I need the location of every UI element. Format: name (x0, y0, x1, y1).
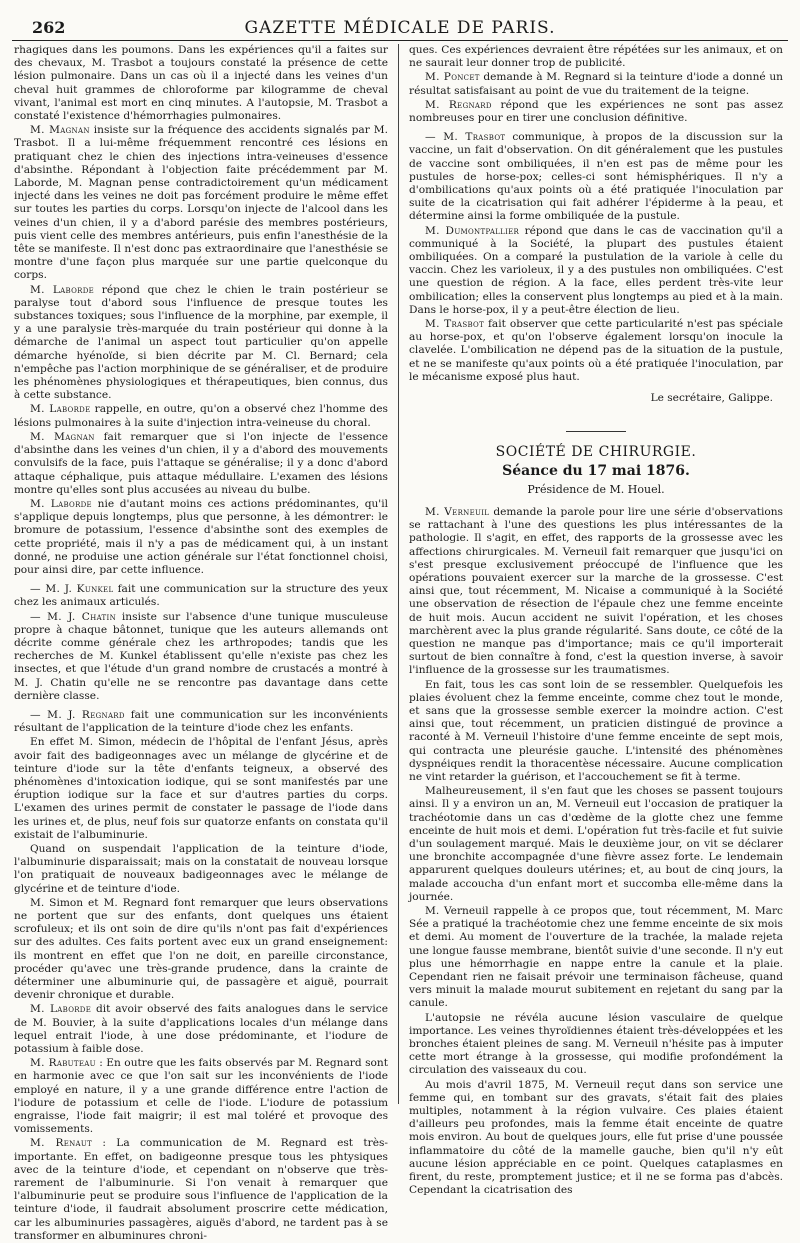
speaker-name: — M. Trasbot (425, 131, 506, 144)
speaker-name: M. Regnard (425, 98, 492, 111)
paragraph-text: répond que dans le cas de vaccination qu'il a communiqué à la Société, la plupart des pustules étaient ombiliquées. On a comparé la pustulation de la variole à celle du vaccin. Chez les varioleux, il y a des pustules non ombiliquées. C'est une question de région. A la face, elles perdent très-vite leur ombilication; elles la conservent plus longtemps au pied et à la main. Dans le horse-pox, il y a peut-être élection de lieu. (409, 224, 783, 316)
paragraph (14, 583, 388, 609)
paragraph (14, 431, 388, 497)
paragraph (409, 318, 783, 384)
paragraph (14, 897, 388, 1003)
speaker-name: — M. J. Regnard (30, 708, 125, 721)
speaker-name: M. Dumontpallier (425, 224, 520, 237)
page-header (12, 10, 788, 41)
paragraph (14, 843, 388, 896)
paragraph-text: fait une communication sur la structure des yeux chez les animaux articulés. (14, 583, 388, 609)
paragraph (409, 1012, 783, 1078)
paragraph (409, 785, 783, 904)
paragraph-text: Au mois d'avril 1875, M. Verneuil reçut dans son service une femme qui, en tombant sur des gravats, s'était fait des plaies multiples, notamment à la région vulvaire. Ces plaies étaient d'ailleurs peu profondes, mais la femme était enceinte de quatre mois environ. Au bout de quelques jours, elle fut prise d'une poussée inflammatoire du côté de la mamelle gauche, bien qu'il n'y eût aucune lésion appréciable en ce point. Quelques cataplasmes en firent, du reste, promptement justice; et il ne se forma pas d'abcès. Cependant la cicatrisation des (409, 1078, 783, 1197)
section-title: SOCIÉTÉ DE CHIRURGIE. (495, 444, 697, 461)
paragraph-text: répond que chez le chien le train postérieur se paralyse tout d'abord sous l'influence de presque toutes les substances toxiques; sous l'influence de la morphine, par exemple, il y a une paralysie très-marquée du train postérieur qui donne à la démarche de l'animal un aspect tout particulier qu'on appelle démarche hyénoïde, si bien décrite par M. Cl. Bernard; cela n'empêche pas l'action morphinique de se généraliser, et de produire les phénomènes physiologiques et thérapeutiques, bien connus, dus à cette substance. (14, 283, 388, 402)
paragraph-text: rappelle, en outre, qu'on a observé chez l'homme des lésions pulmonaires à la suite d'injection intra-veineuse du choral. (14, 403, 388, 429)
paragraph-text: M. Verneuil rappelle à ce propos que, tout récemment, M. Marc Sée a pratiqué la trachéotomie chez une femme enceinte de six mois et demi. Au moment de l'ouverture de la trachée, la malade rejeta une longue fausse membrane, bientôt suivie d'une seconde. Il n'y eut plus une hémorrhagie en nappe entre la canule et la plaie. Cependant rien ne faisait prévoir une terminaison fâcheuse, quand vers minuit la malade mourut subitement en rejetant du sang par la canule. (409, 904, 783, 1010)
paragraph-text: L'autopsie ne révéla aucune lésion vasculaire de quelque importance. Les veines thyroïdiennes étaient très-développées et les bronches étaient pleines de sang. M. Verneuil n'hésite pas à imputer cette mort étrange à la grossesse, qui modifie profondément la circulation des vaisseaux du cou. (409, 1011, 783, 1077)
right-column-part-1 (409, 44, 783, 384)
paragraph-text: Quand on suspendait l'application de la teinture d'iode, l'albuminurie disparaissait; mais on la constatait de nouveau lorsque l'on pratiquait de nouveaux badigeonnages avec le mélange de glycérine et de teinture d'iode. (14, 842, 388, 895)
page-number: 262 (32, 18, 66, 37)
speaker-name: M. Magnan (30, 430, 95, 443)
speaker-name: M. Verneuil (425, 505, 490, 518)
paragraph-text: communique, à propos de la discussion sur la vaccine, un fait d'observation. On dit généralement que les pustules de vaccine sont ombiliquées, il n'en est pas de même pour les pustules de horse-pox; celles-ci sont hémisphériques. Il n'y a d'ombilications qu'aux points où a été pratiquée l'inoculation par suite de la cicatrisation qui fait adhérer l'épiderme à la peau, et détermine ainsi la forme ombiliquée de la pustule. (409, 131, 784, 223)
speaker-name: M. Laborde (30, 403, 91, 416)
session-heading: Séance du 17 mai 1876. (502, 463, 690, 480)
speaker-name: M. Laborde (30, 283, 95, 296)
journal-title: GAZETTE MÉDICALE DE PARIS. (244, 18, 556, 38)
paragraph (409, 131, 783, 223)
paragraph (409, 506, 783, 678)
paragraph-text: demande à M. Regnard si la teinture d'iode a donné un résultat satisfaisant au point de vue du traitement de la teigne. (409, 71, 783, 97)
paragraph-text: En effet M. Simon, médecin de l'hôpital de l'enfant Jésus, après avoir fait des badigeonnages avec un mélange de glycérine et de teinture d'iode sur la tête d'enfants teigneux, a observé des phénomènes d'intoxication iodique, qui se sont manifestés par une éruption iodique sur la face et sur d'autres parties du corps. L'examen des urines permit de constater le passage de l'iode dans les urines et, de plus, neuf fois sur quatorze enfants on constata qu'il existait de l'albuminurie. (14, 736, 388, 841)
paragraph (409, 44, 783, 70)
speaker-name: M. Laborde (30, 497, 92, 510)
paragraph-text: M. Simon et M. Regnard font remarquer que leurs observations ne portent que sur des enfants, dont quelques uns étaient scrofuleux; et ils ont soin de dire qu'ils n'ont pas fait d'expériences sur des adultes. Ces faits portent avec eux un grand enseignement: ils montrent en effet que l'on ne doit, en pareille circonstance, procéder qu'avec une très-grande prudence, dans la crainte de déterminer une albuminurie qui, de passagère et aiguë, pourrait devenir chronique et durable. (14, 896, 388, 1002)
paragraph (14, 1003, 388, 1056)
paragraph-text: fait remarquer que si l'on injecte de l'essence d'absinthe dans les veines d'un chien, il y a d'abord des mouvements convulsifs de la face, puis l'attaque se généralise; il y a donc d'abord attaque céphalique, puis attaque médullaire. L'examen des lésions montre qu'elles sont plus accusées au niveau du bulbe. (14, 430, 388, 496)
right-column-part-2 (409, 506, 783, 1198)
speaker-name: M. Trasbot (425, 318, 485, 331)
paragraph-text: insiste sur la fréquence des accidents signalés par M. Trasbot. Il a lui-même fréquemment rencontré ces lésions en pratiquant chez le chien des injections intra-veineuses d'essence d'absinthe. Répondant à l'objection faite précédemment par M. Laborde, M. Magnan pense contradictoirement qu'un médicament injecté dans les veines ne doit pas forcément produire le même effet sur toutes les parties du corps. Lorsqu'on injecte de l'alcool dans les veines d'un chien, il y a d'abord parésie des membres postérieurs, puis vient celle des membres antérieurs, puis enfin l'anesthésie de la tête se manifeste. Il n'est donc pas extraordinaire que l'anesthésie se montre d'une façon plus marquée sur une partie quelconque du corps. (14, 124, 388, 282)
paragraph-text: Malheureusement, il s'en faut que les choses se passent toujours ainsi. Il y a environ un an, M. Verneuil eut l'occasion de pratiquer la trachéotomie dans un cas d'œdème de la glotte chez une femme enceinte de huit mois et demi. L'opération fut très-facile et fut suivie d'un soulagement marqué. Mais le deuxième jour, on vit se déclarer une bronchite accompagnée d'une fièvre assez forte. Le lendemain apparurent quelques douleurs utérines; et, au bout de cinq jours, la malade accoucha d'un enfant mort et succomba elle-même dans la journée. (409, 785, 783, 903)
paragraph (14, 124, 388, 282)
paragraph-text: demande la parole pour lire une série d'observations se rattachant à l'une des questions les plus intéressantes de la pathologie. Il s'agit, en effet, des rapports de la grossesse avec les affections chirurgicales. M. Verneuil fait remarquer que jusqu'ici on s'est presque exclusivement préoccupé de l'influence que les opérations pouvaient exercer sur la marche de la grossesse. C'est ainsi que, tout récemment, M. Nicaise a communiqué à la Société une observation de résection de l'épaule chez une femme enceinte de huit mois. Aucun accident ne suivit l'opération, et les choses marchèrent avec la plus grande régularité. Sans doute, ce côté de la question ne manque pas d'importance; mais ce qu'il importerait surtout de bien connaître à fond, c'est la question inverse, à savoir l'influence de la grossesse sur les traumatismes. (409, 505, 783, 677)
speaker-name: — M. J. Kunkel (30, 583, 114, 596)
paragraph-text: rhagiques dans les poumons. Dans les expériences qu'il a faites sur des chevaux, M. Trasbot a toujours constaté la présence de cette lésion pulmonaire. Dans un cas où il a injecté dans les veines d'un cheval huit grammes de chloroforme par kilogramme de cheval vivant, l'animal est mort en cinq minutes. A l'autopsie, M. Trasbot a constaté l'existence d'hémorrhagies pulmonaires. (14, 44, 388, 123)
paragraph (14, 44, 388, 123)
paragraph (14, 1057, 388, 1136)
paragraph (14, 1137, 388, 1243)
speaker-name: M. Magnan (30, 124, 90, 137)
presidence: Présidence de M. Houel. (527, 482, 665, 496)
section-separator (566, 431, 626, 432)
right-column (409, 44, 784, 1197)
column-divider (398, 44, 399, 1104)
paragraph-text: : La communication de M. Regnard est très-importante. En effet, on badigeonne presque tous les phtysiques avec de la teinture d'iode, et cependant on n'observe que très-rarement de l'albuminurie. Si l'on venait à remarquer que l'albuminurie peut se produire sous l'influence de l'application de la teinture d'iode, il faudrait absolument proscrire cette médication, car les albuminuries passagères, aiguës d'abord, ne tardent pas à se transformer en albuminures chroni- (14, 1137, 388, 1242)
paragraph (409, 679, 783, 785)
paragraph (409, 71, 783, 97)
left-column (14, 44, 388, 1242)
paragraph-text: ques. Ces expériences devraient être répétées sur les animaux, et on ne saurait leur donner trop de publicité. (409, 44, 783, 70)
paragraph (14, 403, 388, 429)
paragraph (409, 225, 783, 317)
speaker-name: M. Poncet (425, 71, 480, 84)
paragraph-text: dit avoir observé des faits analogues dans le service de M. Bouvier, à la suite d'applications locales d'un mélange dans lequel entrait l'iode, à une dose prédominante, et l'iodure de potassium à faible dose. (14, 1003, 388, 1056)
paragraph-text: répond que les expériences ne sont pas assez nombreuses pour en tirer une conclusion définitive. (409, 98, 783, 125)
speaker-name: M. Renaut (30, 1137, 93, 1150)
paragraph (409, 1079, 783, 1198)
speaker-name: — M. J. Chatin (30, 610, 116, 623)
speaker-name: M. Rabuteau (30, 1057, 96, 1070)
paragraph-text: : En outre que les faits observés par M. Regnard sont en harmonie avec ce que l'on sait sur les inconvénients de l'iode employé en nature, il y a une grande différence entre l'action de l'iodure de potassium et celle de l'iode. L'iodure de potassium engraisse, l'iode fait maigrir; il est mal toléré et provoque des vomissements. (14, 1057, 388, 1136)
paragraph (14, 611, 388, 703)
paragraph-text: insiste sur l'absence d'une tunique musculeuse propre à chaque bâtonnet, tunique que les auteurs allemands ont décrite comme générale chez les arthropodes; tandis que les recherches de M. Kunkel établissent qu'elle n'existe pas chez les insectes, et que l'étude d'un grand nombre de crustacés a montré à M. J. Chatin qu'elle ne se rencontre pas davantage dans cette dernière classe. (14, 610, 388, 702)
paragraph-text: nie d'autant moins ces actions prédominantes, qu'il s'applique depuis longtemps, plus que personne, à les démontrer: le bromure de potassium, l'essence d'absinthe sont des exemples de cette propriété, mais il n'y a pas de médicament qui, à un instant donné, ne produise une action générale sur l'état fonctionnel choisi, pour ainsi dire, par cette influence. (14, 497, 388, 576)
paragraph (409, 905, 783, 1011)
paragraph-text: fait observer que cette particularité n'est pas spéciale au horse-pox, et qu'on l'observe également lorsqu'on inocule la clavelée. L'ombilication ne dépend pas de la situation de la pustule, et ne se manifeste qu'aux points où a été pratiquée l'inoculation, par le mécanisme exposé plus haut. (409, 318, 783, 383)
paragraph (14, 284, 388, 403)
paragraph (14, 498, 388, 577)
paragraph (409, 99, 783, 125)
paragraph (14, 736, 388, 842)
paragraph-text: En fait, tous les cas sont loin de se ressembler. Quelquefois les plaies évoluent chez la femme enceinte, comme chez tout le monde, et sans que la grossesse semble exercer la moindre action. C'est ainsi que, tout récemment, un praticien distingué de province a raconté à M. Verneuil l'histoire d'une femme enceinte de sept mois, qui contracta une pleurésie gauche. L'intensité des phénomènes dyspnéiques rendit la thoracentèse nécessaire. Aucune complication ne vint retarder la guérison, et l'accouchement se fit à terme. (409, 678, 783, 783)
paragraph (14, 709, 388, 735)
paragraph-text: fait une communication sur les inconvénients résultant de l'application de la teinture d'iode chez les enfants. (14, 708, 388, 735)
speaker-name: M. Laborde (30, 1003, 92, 1016)
signature: Le secrétaire, Galippe. (650, 392, 773, 405)
